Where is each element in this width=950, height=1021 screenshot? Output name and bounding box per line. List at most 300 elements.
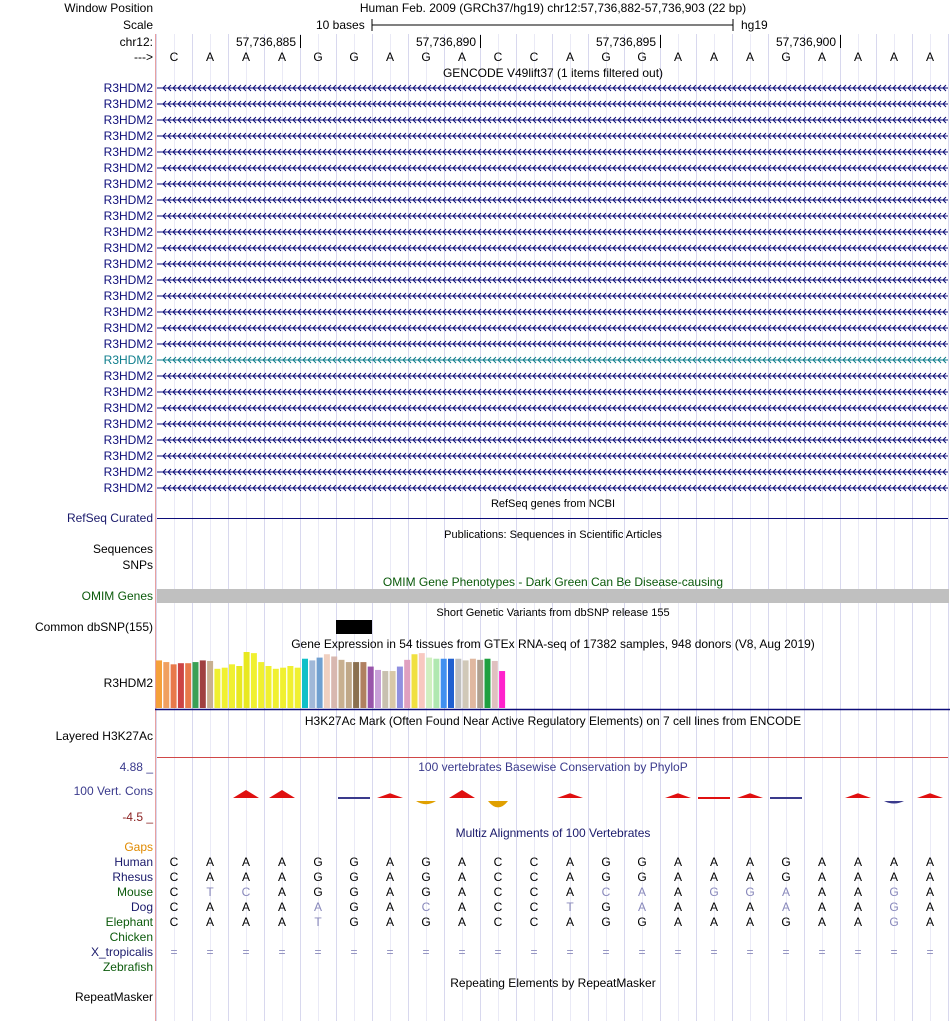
gencode-transcript-line[interactable] — [157, 434, 948, 446]
dna-base: A — [745, 50, 754, 64]
multiz-aligned-base: = — [314, 945, 322, 959]
multiz-aligned-base: A — [709, 870, 718, 884]
gencode-transcript-label[interactable]: R3HDM2 — [103, 209, 153, 223]
gtex-label[interactable]: R3HDM2 — [103, 676, 153, 690]
gencode-transcript-label[interactable]: R3HDM2 — [103, 193, 153, 207]
multiz-aligned-base: = — [926, 945, 934, 959]
multiz-species-label[interactable]: Rhesus — [112, 870, 153, 884]
h3k27ac-baseline[interactable] — [157, 757, 948, 758]
gencode-transcript-label[interactable]: R3HDM2 — [103, 241, 153, 255]
gencode-transcript-line[interactable] — [157, 386, 948, 398]
multiz-aligned-base: = — [602, 945, 610, 959]
dna-base: A — [277, 50, 286, 64]
multiz-aligned-base: A — [385, 900, 394, 914]
multiz-aligned-base: A — [565, 885, 574, 899]
multiz-aligned-base: T — [314, 915, 322, 929]
multiz-aligned-base: C — [241, 885, 251, 899]
omim-track-title[interactable]: OMIM Gene Phenotypes - Dark Green Can Be Disease-causing — [382, 575, 724, 589]
multiz-aligned-base: = — [854, 945, 862, 959]
multiz-aligned-base: G — [709, 885, 719, 899]
dna-base: G — [349, 50, 359, 64]
gtex-tissue-bar — [412, 654, 418, 708]
gencode-transcript-line[interactable] — [157, 130, 948, 142]
phylop-score-glyph — [884, 801, 904, 804]
multiz-aligned-base: G — [745, 885, 755, 899]
gencode-transcript-label[interactable]: R3HDM2 — [103, 289, 153, 303]
dna-base: G — [421, 50, 431, 64]
multiz-aligned-base: A — [277, 915, 286, 929]
multiz-aligned-base: A — [745, 915, 754, 929]
multiz-aligned-base: A — [673, 900, 682, 914]
multiz-aligned-base: A — [925, 915, 934, 929]
multiz-aligned-base: = — [566, 945, 574, 959]
multiz-aligned-base: A — [745, 855, 754, 869]
omim-feature-bar[interactable] — [157, 589, 949, 603]
multiz-aligned-base: G — [421, 870, 431, 884]
gencode-transcript-line[interactable] — [157, 98, 948, 110]
multiz-gaps-label[interactable]: Gaps — [124, 840, 153, 854]
publications-sequences-label[interactable]: Sequences — [92, 542, 153, 556]
refseq-gene-line[interactable] — [157, 518, 948, 519]
gtex-tissue-bar — [346, 662, 352, 708]
gencode-transcript-label[interactable]: R3HDM2 — [103, 97, 153, 111]
gencode-track-title[interactable]: GENCODE V49lift37 (1 items filtered out) — [442, 66, 664, 80]
multiz-species-label[interactable]: Chicken — [109, 930, 153, 944]
multiz-aligned-base: C — [169, 870, 179, 884]
h3k27ac-track-title[interactable]: H3K27Ac Mark (Often Found Near Active Regulatory Elements) on 7 cell lines from ENCODE — [304, 714, 802, 728]
gtex-tissue-bar — [463, 660, 469, 708]
repeatmasker-track-title[interactable]: Repeating Elements by RepeatMasker — [450, 976, 656, 990]
multiz-aligned-base: C — [493, 870, 503, 884]
multiz-aligned-base: C — [421, 900, 431, 914]
multiz-aligned-base: A — [709, 855, 718, 869]
gtex-tissue-bar — [470, 659, 476, 708]
dna-base: A — [385, 50, 394, 64]
gtex-tissue-bar — [280, 668, 286, 708]
multiz-species-label[interactable]: Mouse — [116, 885, 153, 899]
multiz-aligned-base: = — [746, 945, 754, 959]
phylop-max-label: 4.88 _ — [119, 760, 153, 774]
multiz-aligned-base: A — [889, 855, 898, 869]
multiz-aligned-base: A — [385, 885, 394, 899]
phylop-score-glyph — [917, 793, 943, 798]
dbsnp-label[interactable]: Common dbSNP(155) — [34, 620, 153, 634]
dna-base: A — [457, 50, 466, 64]
dna-base: A — [205, 50, 214, 64]
multiz-aligned-base: T — [206, 885, 214, 899]
multiz-aligned-base: G — [349, 900, 359, 914]
gencode-transcript-line[interactable] — [157, 290, 948, 302]
gtex-tissue-bar — [229, 664, 235, 708]
multiz-track-title[interactable]: Multiz Alignments of 100 Vertebrates — [455, 826, 651, 840]
multiz-aligned-base: G — [421, 855, 431, 869]
dna-base: A — [853, 50, 862, 64]
gtex-tissue-bar — [339, 660, 345, 708]
multiz-aligned-base: = — [422, 945, 430, 959]
gtex-tissue-bar — [193, 662, 199, 708]
multiz-aligned-base: C — [493, 885, 503, 899]
ruler-tick — [840, 35, 841, 48]
gencode-transcript-line[interactable] — [157, 226, 948, 238]
gencode-transcript-line[interactable] — [157, 210, 948, 222]
multiz-aligned-base: G — [601, 915, 611, 929]
ruler-tick — [660, 35, 661, 48]
phylop-score-glyph — [269, 790, 295, 798]
gencode-transcript-label[interactable]: R3HDM2 — [103, 337, 153, 351]
gencode-transcript-label[interactable]: R3HDM2 — [103, 417, 153, 431]
multiz-aligned-base: A — [565, 855, 574, 869]
gtex-tissue-bar — [419, 653, 425, 708]
multiz-aligned-base: G — [421, 915, 431, 929]
multiz-aligned-base: C — [529, 885, 539, 899]
multiz-aligned-base: C — [169, 915, 179, 929]
gencode-transcript-label[interactable]: R3HDM2 — [103, 433, 153, 447]
dna-base: A — [817, 50, 826, 64]
dna-base: A — [241, 50, 250, 64]
multiz-aligned-base: G — [349, 915, 359, 929]
phylop-logo[interactable] — [156, 784, 950, 814]
gencode-transcript-line[interactable] — [157, 162, 948, 174]
gencode-transcript-label[interactable]: R3HDM2 — [103, 273, 153, 287]
gtex-tissue-bar — [273, 669, 279, 708]
multiz-aligned-base: A — [817, 915, 826, 929]
gencode-transcript-line[interactable] — [157, 194, 948, 206]
gtex-tissue-bar — [455, 659, 461, 708]
gtex-tissue-bar — [492, 661, 498, 708]
gtex-tissue-bar — [200, 660, 206, 708]
multiz-aligned-base: A — [925, 885, 934, 899]
gencode-transcript-line[interactable] — [157, 114, 948, 126]
gencode-transcript-line[interactable] — [157, 418, 948, 430]
multiz-aligned-base: A — [241, 855, 250, 869]
multiz-species-label[interactable]: X_tropicalis — [90, 945, 153, 959]
gtex-tissue-bar — [485, 659, 491, 708]
multiz-aligned-base: A — [205, 870, 214, 884]
gtex-tissue-bar — [433, 659, 439, 708]
gencode-transcript-line[interactable] — [157, 338, 948, 350]
h3k27ac-label[interactable]: Layered H3K27Ac — [55, 729, 153, 743]
gtex-tissue-bar — [441, 659, 447, 708]
dna-base: A — [925, 50, 934, 64]
multiz-aligned-base: = — [458, 945, 466, 959]
gencode-transcript-label[interactable]: R3HDM2 — [103, 257, 153, 271]
multiz-aligned-base: G — [349, 885, 359, 899]
gtex-tissue-bar — [266, 666, 272, 708]
gtex-tissue-bar — [382, 671, 388, 708]
multiz-aligned-base: A — [241, 870, 250, 884]
multiz-aligned-base: G — [889, 900, 899, 914]
gtex-tissue-bar — [185, 663, 191, 708]
dna-base: C — [493, 50, 503, 64]
multiz-aligned-base: C — [529, 915, 539, 929]
phylop-label[interactable]: 100 Vert. Cons — [73, 784, 153, 798]
gencode-transcript-label[interactable]: R3HDM2 — [103, 449, 153, 463]
phylop-score-glyph — [233, 790, 259, 798]
ruler-tick — [300, 35, 301, 48]
gencode-transcript-line[interactable] — [157, 482, 948, 494]
multiz-aligned-base: A — [853, 870, 862, 884]
gtex-tissue-bar — [207, 661, 213, 708]
phylop-score-glyph — [416, 801, 436, 804]
multiz-aligned-base: A — [385, 870, 394, 884]
scale-text: 10 bases — [316, 18, 365, 32]
gtex-tissue-bar — [309, 660, 315, 708]
multiz-aligned-base: A — [853, 885, 862, 899]
multiz-aligned-base: A — [817, 870, 826, 884]
gencode-transcript-label[interactable]: R3HDM2 — [103, 305, 153, 319]
dbsnp-track-title[interactable]: Short Genetic Variants from dbSNP release 155 — [436, 607, 670, 619]
refseq-track-title[interactable]: RefSeq genes from NCBI — [490, 498, 616, 510]
multiz-species-label[interactable]: Zebrafish — [102, 960, 153, 974]
multiz-aligned-base: A — [241, 915, 250, 929]
multiz-aligned-base: = — [530, 945, 538, 959]
gencode-transcript-label[interactable]: R3HDM2 — [103, 81, 153, 95]
ruler-position-label: 57,736,900 — [775, 35, 836, 49]
multiz-aligned-base: A — [709, 900, 718, 914]
multiz-aligned-base: = — [170, 945, 178, 959]
multiz-aligned-base: = — [350, 945, 358, 959]
gtex-tissue-bar — [258, 662, 264, 708]
multiz-aligned-base: C — [169, 855, 179, 869]
phylop-score-glyph — [665, 793, 691, 798]
ruler-position-label: 57,736,890 — [415, 35, 476, 49]
gtex-tissue-bar — [244, 652, 250, 708]
gtex-tissue-bar — [236, 666, 242, 708]
multiz-species-label[interactable]: Human — [114, 855, 153, 869]
gencode-transcript-line[interactable] — [157, 258, 948, 270]
gencode-transcript-label[interactable]: R3HDM2 — [103, 145, 153, 159]
multiz-aligned-base: A — [817, 855, 826, 869]
multiz-aligned-base: G — [601, 870, 611, 884]
multiz-aligned-base: = — [638, 945, 646, 959]
gencode-transcript-line[interactable] — [157, 146, 948, 158]
gencode-transcript-line[interactable] — [157, 450, 948, 462]
multiz-aligned-base: G — [313, 855, 323, 869]
phylop-score-glyph — [377, 793, 403, 798]
gtex-tissue-bar — [375, 670, 381, 708]
gencode-transcript-line[interactable] — [157, 274, 948, 286]
multiz-aligned-base: A — [385, 915, 394, 929]
multiz-aligned-base: G — [601, 900, 611, 914]
gtex-tissue-bar — [368, 667, 374, 708]
multiz-aligned-base: A — [565, 870, 574, 884]
multiz-aligned-base: A — [637, 885, 646, 899]
gtex-tissue-bar — [295, 668, 301, 708]
multiz-aligned-base: A — [205, 855, 214, 869]
dna-base: C — [529, 50, 539, 64]
multiz-aligned-base: = — [494, 945, 502, 959]
multiz-aligned-base: A — [457, 855, 466, 869]
omim-label[interactable]: OMIM Genes — [81, 589, 153, 603]
gtex-tissue-bar — [214, 669, 220, 708]
refseq-label[interactable]: RefSeq Curated — [66, 511, 153, 525]
gtex-track-title[interactable]: Gene Expression in 54 tissues from GTEx RNA-seq of 17382 samples, 948 donors (V8, Aug 2019) — [291, 637, 815, 651]
gtex-tissue-bar — [251, 653, 257, 708]
multiz-species-label[interactable]: Elephant — [105, 915, 153, 929]
dna-base: G — [313, 50, 323, 64]
dbsnp-variant[interactable] — [336, 620, 372, 634]
multiz-aligned-base: A — [313, 900, 322, 914]
gencode-transcript-label[interactable]: R3HDM2 — [103, 465, 153, 479]
multiz-aligned-base: A — [781, 885, 790, 899]
multiz-aligned-base: = — [242, 945, 250, 959]
multiz-aligned-base: G — [421, 885, 431, 899]
gencode-transcript-label[interactable]: R3HDM2 — [103, 225, 153, 239]
gtex-tissue-bar — [404, 660, 410, 708]
gencode-transcript-line[interactable] — [157, 322, 948, 334]
multiz-aligned-base: A — [745, 900, 754, 914]
gencode-transcript-label[interactable]: R3HDM2 — [103, 401, 153, 415]
multiz-aligned-base: A — [205, 915, 214, 929]
multiz-aligned-base: A — [853, 915, 862, 929]
multiz-aligned-base: G — [349, 855, 359, 869]
multiz-aligned-base: G — [781, 855, 791, 869]
multiz-aligned-base: A — [565, 915, 574, 929]
gtex-bar-graph[interactable] — [155, 650, 950, 712]
gtex-tissue-bar — [499, 671, 505, 708]
publications-snps-label[interactable]: SNPs — [122, 558, 153, 572]
gencode-transcript-line[interactable] — [157, 82, 948, 94]
scale-label: Scale — [122, 18, 153, 32]
multiz-aligned-base: A — [853, 855, 862, 869]
multiz-aligned-base: A — [205, 900, 214, 914]
gencode-transcript-label[interactable]: R3HDM2 — [103, 385, 153, 399]
gtex-tissue-bar — [331, 656, 337, 708]
multiz-aligned-base: C — [529, 855, 539, 869]
assembly-position-text: Human Feb. 2009 (GRCh37/hg19) chr12:57,736,882-57,736,903 (22 bp) — [359, 1, 747, 15]
multiz-aligned-base: A — [277, 855, 286, 869]
multiz-species-label[interactable]: Dog — [130, 900, 153, 914]
multiz-aligned-base: A — [637, 900, 646, 914]
multiz-aligned-base: G — [889, 915, 899, 929]
multiz-aligned-base: A — [277, 900, 286, 914]
multiz-aligned-base: A — [457, 870, 466, 884]
gencode-transcript-label[interactable]: R3HDM2 — [103, 177, 153, 191]
multiz-aligned-base: A — [817, 885, 826, 899]
dna-base: G — [637, 50, 647, 64]
multiz-aligned-base: A — [853, 900, 862, 914]
ruler-tick — [480, 35, 481, 48]
dna-base: G — [781, 50, 791, 64]
gencode-transcript-label[interactable]: R3HDM2 — [103, 161, 153, 175]
multiz-aligned-base: = — [782, 945, 790, 959]
multiz-aligned-base: A — [241, 900, 250, 914]
multiz-aligned-base: C — [493, 915, 503, 929]
phylop-score-glyph — [737, 793, 763, 798]
gtex-tissue-bar — [163, 662, 169, 708]
scale-db: hg19 — [741, 18, 768, 32]
multiz-aligned-base: A — [673, 885, 682, 899]
gtex-tissue-bar — [390, 671, 396, 708]
multiz-aligned-base: = — [386, 945, 394, 959]
repeatmasker-label[interactable]: RepeatMasker — [74, 990, 153, 1004]
dna-base: C — [169, 50, 179, 64]
multiz-aligned-base: A — [457, 885, 466, 899]
multiz-aligned-base: G — [637, 855, 647, 869]
gtex-tissue-bar — [156, 660, 162, 708]
multiz-aligned-base: A — [457, 915, 466, 929]
gtex-tissue-bar — [360, 662, 366, 708]
phylop-min-label: -4.5 _ — [122, 810, 153, 824]
ruler-position-label: 57,736,885 — [235, 35, 296, 49]
phylop-score-glyph — [338, 797, 370, 799]
multiz-aligned-base: G — [781, 915, 791, 929]
gencode-transcript-label[interactable]: R3HDM2 — [103, 369, 153, 383]
multiz-aligned-base: = — [674, 945, 682, 959]
dna-base: G — [601, 50, 611, 64]
multiz-aligned-base: = — [206, 945, 214, 959]
publications-track-title[interactable]: Publications: Sequences in Scientific Articles — [444, 529, 662, 541]
multiz-aligned-base: A — [925, 900, 934, 914]
gencode-transcript-line[interactable] — [157, 370, 948, 382]
multiz-aligned-base: C — [601, 885, 611, 899]
window-position-label: Window Position — [64, 1, 153, 15]
multiz-aligned-base: A — [673, 870, 682, 884]
multiz-aligned-base: = — [890, 945, 898, 959]
multiz-aligned-base: C — [529, 870, 539, 884]
multiz-aligned-base: A — [277, 870, 286, 884]
dna-base: A — [673, 50, 682, 64]
multiz-aligned-base: G — [637, 915, 647, 929]
multiz-aligned-base: A — [925, 870, 934, 884]
dna-base: A — [889, 50, 898, 64]
phylop-score-glyph — [449, 790, 475, 798]
gtex-tissue-bar — [287, 666, 293, 708]
multiz-aligned-base: A — [673, 915, 682, 929]
gencode-transcript-line[interactable] — [157, 242, 948, 254]
gtex-tissue-bar — [448, 659, 454, 708]
multiz-aligned-base: = — [278, 945, 286, 959]
strand-label: ---> — [134, 50, 153, 64]
multiz-aligned-base: A — [385, 855, 394, 869]
gencode-transcript-line[interactable] — [157, 306, 948, 318]
multiz-aligned-base: A — [889, 870, 898, 884]
gencode-transcript-line[interactable] — [157, 402, 948, 414]
gtex-tissue-bar — [353, 662, 359, 708]
multiz-aligned-base: G — [313, 870, 323, 884]
gencode-transcript-label[interactable]: R3HDM2 — [103, 113, 153, 127]
gencode-transcript-line[interactable] — [157, 466, 948, 478]
multiz-aligned-base: G — [349, 870, 359, 884]
dna-base: A — [709, 50, 718, 64]
gtex-tissue-bar — [178, 663, 184, 708]
gencode-transcript-line[interactable] — [157, 354, 948, 366]
multiz-aligned-base: A — [925, 855, 934, 869]
chrom-label: chr12: — [119, 35, 153, 49]
multiz-aligned-base: G — [601, 855, 611, 869]
gtex-tissue-bar — [477, 660, 483, 708]
phylop-score-glyph — [845, 793, 871, 798]
multiz-aligned-base: C — [493, 900, 503, 914]
phylop-score-glyph — [557, 793, 583, 798]
multiz-aligned-base: G — [313, 885, 323, 899]
multiz-aligned-base: C — [529, 900, 539, 914]
gtex-tissue-bar — [426, 658, 432, 708]
multiz-aligned-base: A — [673, 855, 682, 869]
gencode-transcript-label[interactable]: R3HDM2 — [103, 353, 153, 367]
phylop-track-title[interactable]: 100 vertebrates Basewise Conservation by PhyloP — [418, 760, 688, 774]
multiz-aligned-base: A — [457, 900, 466, 914]
gencode-transcript-label[interactable]: R3HDM2 — [103, 481, 153, 495]
gencode-transcript-line[interactable] — [157, 178, 948, 190]
gencode-transcript-label[interactable]: R3HDM2 — [103, 321, 153, 335]
multiz-aligned-base: A — [277, 885, 286, 899]
multiz-aligned-base: = — [818, 945, 826, 959]
phylop-score-glyph — [698, 797, 730, 799]
gencode-transcript-label[interactable]: R3HDM2 — [103, 129, 153, 143]
phylop-score-glyph — [770, 797, 802, 799]
phylop-score-glyph — [488, 801, 508, 807]
